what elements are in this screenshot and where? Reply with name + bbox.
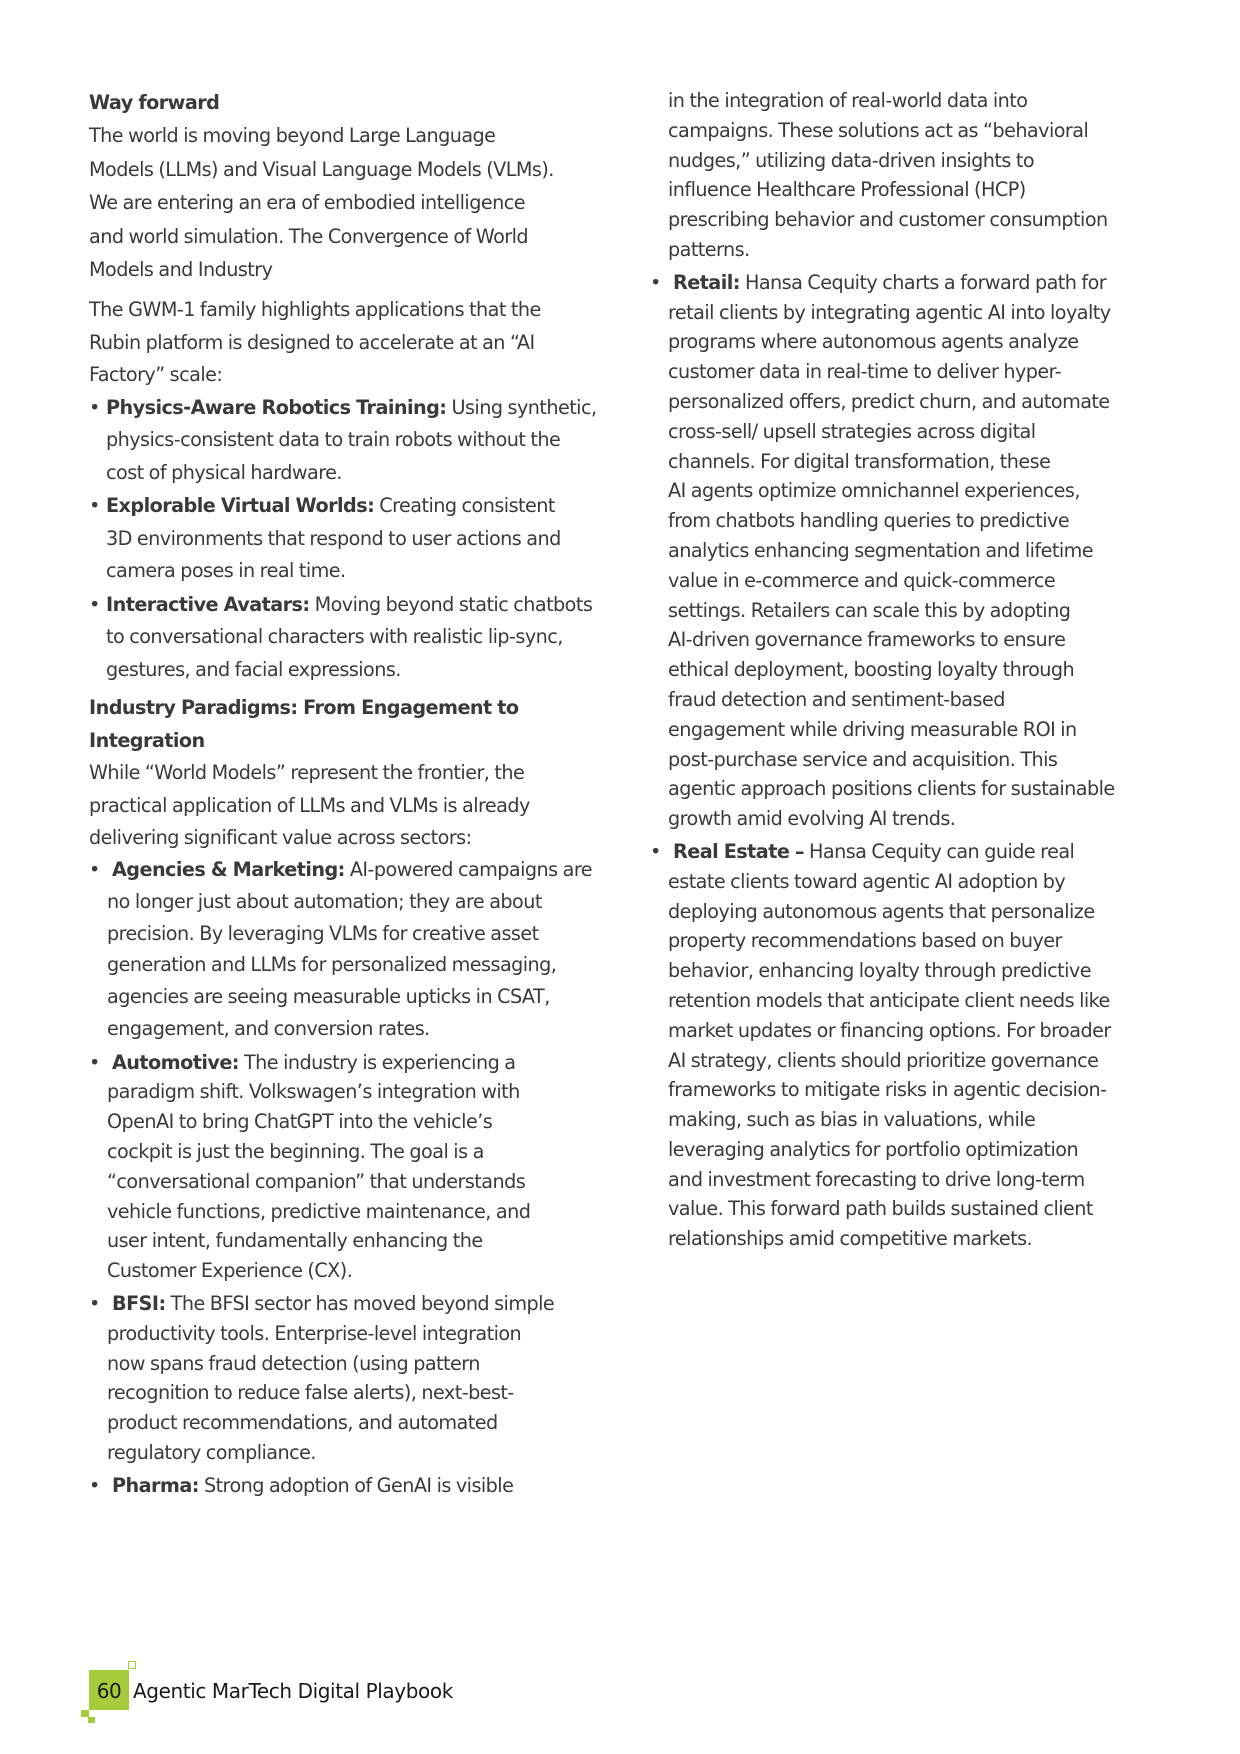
list-item-retail: • Retail: Hansa Cequity charts a forward path for retail clients by integrating agentic AI into loyalty programs where autonomous agents analyze customer data in real-time to deliver hyper- personalized offers, predict churn, and automate cross-sell/ upsell strategies across digital channels. For digital transformation, these AI agents optimize omnichannel experiences, from chatbots handling queries to predictive analytics enhancing segmentation and lifetime value in e-commerce and quick-commerce settings. Retailers can scale this by adopting AI-driven governance frameworks to ensure ethical deployment, boosting loyalty through fraud detection and sentiment-based engagement while driving measurable ROI in post-purchase service and acquisition. This agentic approach positions clients for sustainable growth amid evolving AI trends. (650, 268, 1168, 834)
bullet-label: Agencies & Marketing: (112, 858, 345, 882)
section-way-forward (89, 86, 609, 286)
list-item: • Interactive Avatars: Moving beyond static chatbots to conversational characters with realistic lip-sync, gestures, and facial expressions. (89, 589, 609, 687)
bullet-label: Pharma: (112, 1473, 199, 1497)
page-footer (78, 1658, 578, 1728)
pharma-continued-paragraph: in the integration of real-world data into campaigns. These solutions act as “behavioral nudges,” utilizing data-driven insights to influence Healthcare Professional (HCP) prescribing behavior and customer consumption patterns. (668, 89, 1108, 261)
book-title: Agentic MarTech Digital Playbook (133, 1679, 453, 1703)
bullet-label: Explorable Virtual Worlds: (106, 494, 375, 518)
bullet-label: Real Estate – (673, 839, 804, 863)
page-number: 60 (96, 1679, 122, 1703)
decorative-square-icon (88, 1717, 95, 1723)
right-column (668, 86, 1168, 1254)
bullet-label: Interactive Avatars: (106, 592, 310, 616)
decorative-square-icon (81, 1710, 89, 1717)
list-item-bfsi: • BFSI: The BFSI sector has moved beyond simple productivity tools. Enterprise-level integration now spans fraud detection (using pattern recognition to reduce false alerts), next-best- product recommendations, and automated regulatory compliance. (89, 1289, 609, 1468)
section-heading-way-forward: Way forward (89, 91, 220, 114)
bullet-label: Retail: (673, 270, 740, 294)
list-item-real-estate: • Real Estate – Hansa Cequity can guide real estate clients toward agentic AI adoption by deploying autonomous agents that personalize property recommendations based on buyer behavior, enhancing loyalty through predictive retention models that anticipate client needs like market updates or financing options. For broader AI strategy, clients should prioritize governance frameworks to mitigate risks in agentic decision- making, such as bias in valuations, while leveraging analytics for portfolio optimization and investment forecasting to drive long-term value. This forward path builds sustained client relationships amid competitive markets. (650, 837, 1168, 1254)
bullet-label: Automotive: (112, 1050, 239, 1074)
industry-intro-paragraph: While “World Models” represent the frontier, the practical application of LLMs and VLMs is already delivering significant value across sectors: (89, 761, 530, 850)
decorative-outline-square-icon (128, 1661, 136, 1669)
list-item-automotive: • Automotive: The industry is experiencing a paradigm shift. Volkswagen’s integration with OpenAI to bring ChatGPT into the vehicle’s cockpit is just the beginning. The goal is a “conversational companion” that understands vehicle functions, predictive maintenance, and user intent, fundamentally enhancing the Customer Experience (CX). (89, 1048, 609, 1286)
section-industry-paradigms (89, 692, 609, 854)
sector-list-continued (650, 268, 1168, 1254)
section-heading-industry-paradigms: Industry Paradigms: From Engagement to Integration (89, 696, 519, 752)
way-forward-paragraph: The world is moving beyond Large Language Models (LLMs) and Visual Language Models (VLMs). We are entering an era of embodied intelligence and world simulation. The Convergence of World Models and Industry (89, 124, 554, 282)
list-item: • Explorable Virtual Worlds: Creating consistent 3D environments that respond to user actions and camera poses in real time. (89, 490, 609, 588)
bullet-label: BFSI: (112, 1291, 166, 1315)
left-column (89, 86, 609, 1501)
list-item-agencies-marketing: • Agencies & Marketing: AI-powered campaigns are no longer just about automation; they are about precision. By leveraging VLMs for creative asset generation and LLMs for personalized messaging, agencies are seeing measurable upticks in CSAT, engagement, and conversion rates. (89, 854, 609, 1044)
list-item-pharma: • Pharma: Strong adoption of GenAI is visible (89, 1471, 609, 1501)
list-item: • Physics-Aware Robotics Training: Using synthetic, physics-consistent data to train robots without the cost of physical hardware. (89, 392, 609, 490)
gwm-intro-paragraph: The GWM-1 family highlights applications that the Rubin platform is designed to accelerate at an “AI Factory” scale: (89, 298, 541, 387)
bullet-label: Physics-Aware Robotics Training: (106, 395, 447, 419)
gwm-applications-list (89, 392, 609, 687)
sector-list (89, 854, 609, 1500)
